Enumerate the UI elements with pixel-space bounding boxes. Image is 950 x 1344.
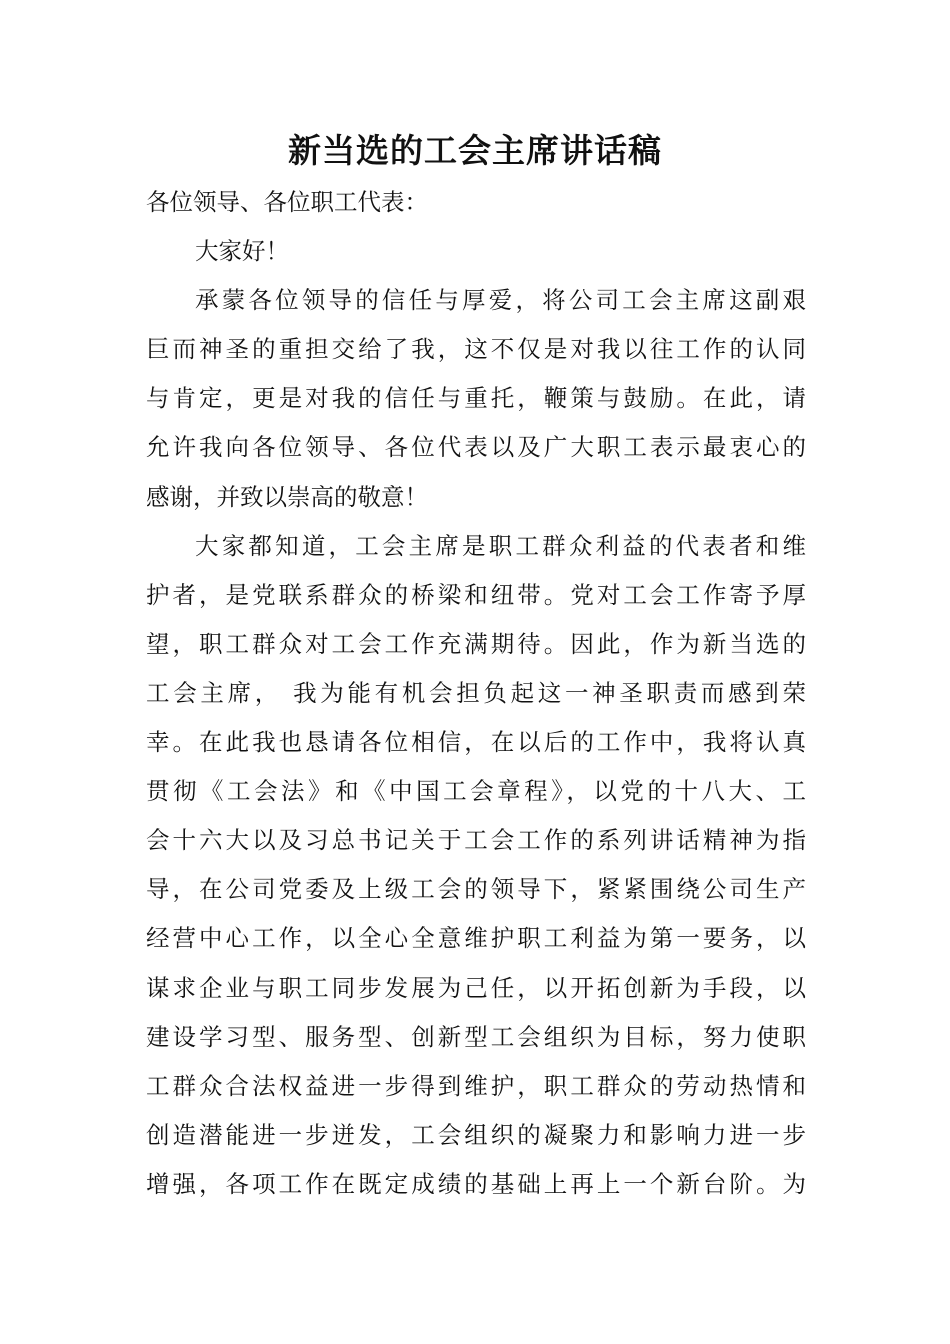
paragraph-2-line-8: 导，在公司党委及上级工会的领导下，紧紧围绕公司生产 [146,875,806,904]
paragraph-1-line-2: 巨而神圣的重担交给了我，这不仅是对我以往工作的认同 [146,335,806,364]
document-title: 新当选的工会主席讲话稿 [288,131,662,170]
paragraph-2-line-11: 建设学习型、服务型、创新型工会组织为目标，努力使职 [146,1022,806,1051]
paragraph-1-line-3: 与肯定，更是对我的信任与重托，鞭策与鼓励。在此，请 [146,384,806,413]
paragraph-2-line-3: 望，职工群众对工会工作充满期待。因此，作为新当选的 [146,629,806,658]
paragraph-1-line-1: 承蒙各位领导的信任与厚爱，将公司工会主席这副艰 [195,286,806,315]
paragraph-2-line-14: 增强，各项工作在既定成绩的基础上再上一个新台阶。为 [146,1169,806,1198]
paragraph-2-line-1: 大家都知道，工会主席是职工群众利益的代表者和维 [195,531,806,560]
paragraph-2-line-5: 幸。在此我也恳请各位相信，在以后的工作中，我将认真 [146,728,806,757]
paragraph-2-line-7: 会十六大以及习总书记关于工会工作的系列讲话精神为指 [146,826,806,855]
paragraph-2-line-4: 工会主席， 我为能有机会担负起这一神圣职责而感到荣 [146,678,806,707]
salutation-line: 各位领导、各位职工代表： [146,188,428,216]
greeting-line: 大家好！ [195,237,289,266]
paragraph-2-line-2: 护者，是党联系群众的桥梁和纽带。党对工会工作寄予厚 [146,580,806,609]
document-body [146,178,806,1209]
paragraph-2-line-10: 谋求企业与职工同步发展为己任，以开拓创新为手段，以 [146,973,806,1002]
paragraph-1-line-4: 允许我向各位领导、各位代表以及广大职工表示最衷心的 [146,433,806,462]
paragraph-1-line-5: 感谢，并致以崇高的敬意！ [146,482,428,511]
paragraph-2-line-12: 工群众合法权益进一步得到维护，职工群众的劳动热情和 [146,1071,806,1100]
paragraph-2-line-6: 贯彻《工会法》和《中国工会章程》，以党的十八大、工 [146,777,806,806]
paragraph-2-line-9: 经营中心工作，以全心全意维护职工利益为第一要务，以 [146,924,806,953]
paragraph-2-line-13: 创造潜能进一步迸发，工会组织的凝聚力和影响力进一步 [146,1120,806,1149]
